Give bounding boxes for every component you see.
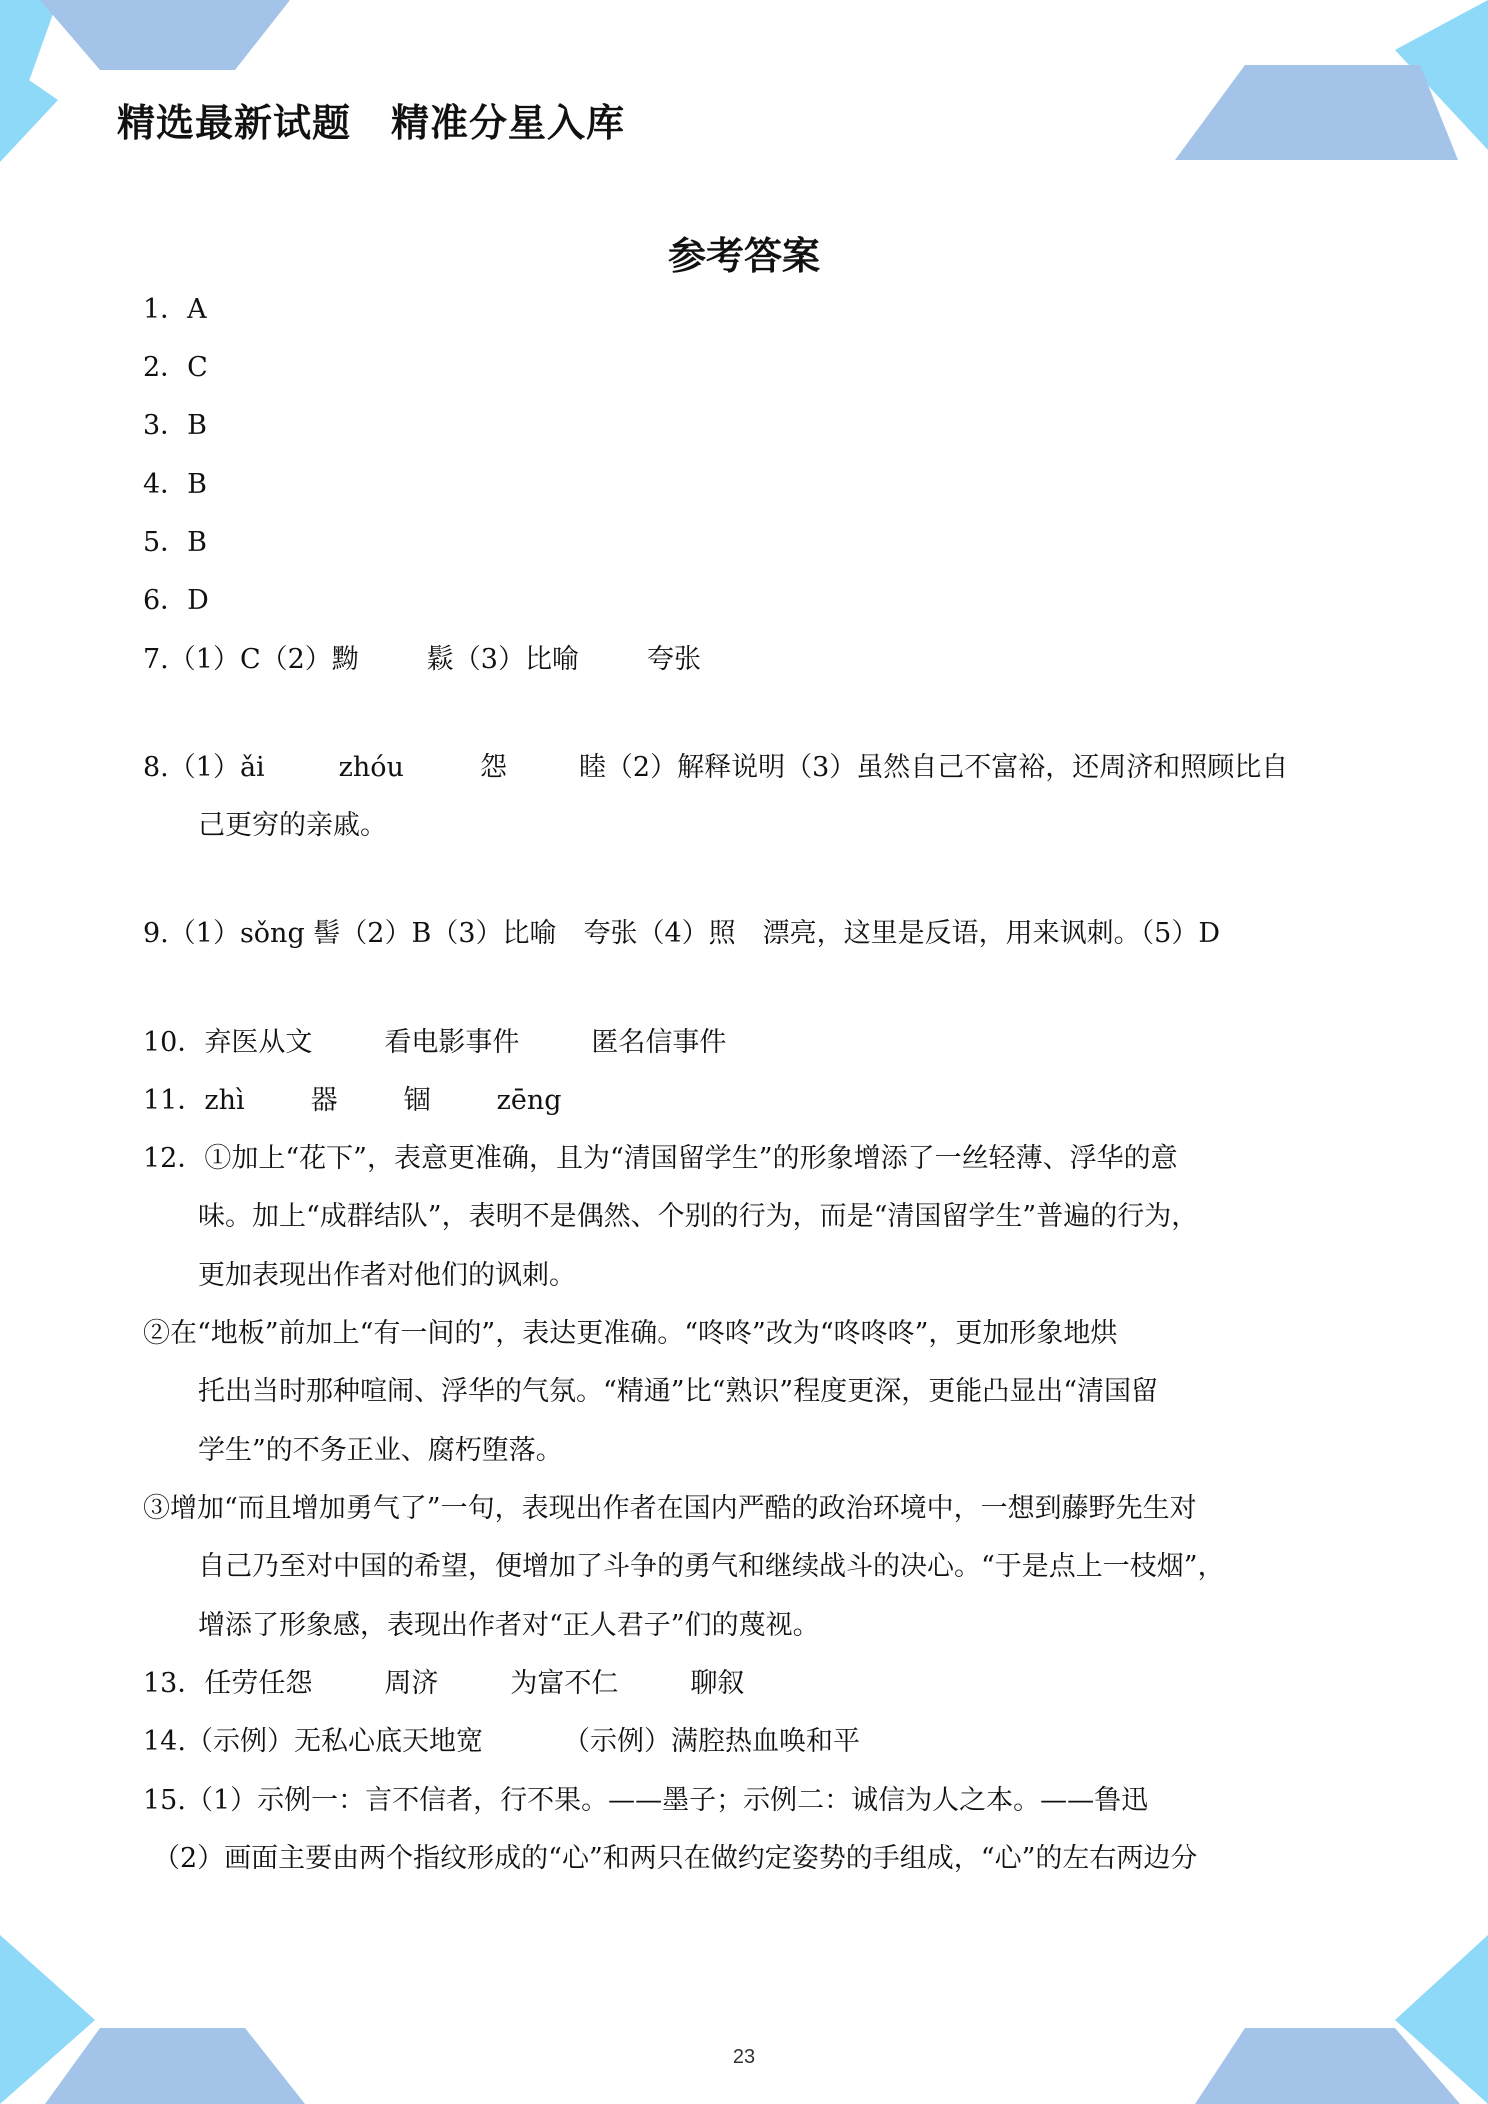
answer-8-part: 睦（2）解释说明（3）虽然自己不富裕，还周济和照顾比自: [578, 752, 1289, 783]
answer-11-part: 锢: [403, 1085, 431, 1116]
answer-4: 4．B: [143, 469, 208, 500]
answer-13-part: 13．任劳任怨: [143, 1668, 313, 1699]
answer-10-part: 10．弃医从文: [143, 1027, 313, 1058]
answer-12-line: 更加表现出作者对他们的讽刺。: [198, 1260, 576, 1291]
answer-13-part: 聊叙: [690, 1668, 745, 1699]
answer-11-part: 11．zhì: [143, 1085, 245, 1116]
answer-13-part: 为富不仁: [510, 1668, 619, 1699]
answer-12-line: 增添了形象感，表现出作者对“正人君子”们的蔑视。: [198, 1610, 820, 1641]
trapezoid-top-right: [1175, 65, 1458, 160]
answer-12-line: 自己乃至对中国的希望，便增加了斗争的勇气和继续战斗的决心。“于是点上一枝烟”，: [198, 1551, 1225, 1582]
answer-5: 5．B: [143, 527, 208, 558]
answer-8-part: 怨: [479, 752, 507, 783]
answer-12-line: 托出当时那种喧闹、浮华的气氛。“精通”比“熟识”程度更深，更能凸显出“清国留: [198, 1376, 1159, 1407]
answer-6: 6．D: [143, 585, 209, 616]
answer-14: [143, 1724, 860, 1760]
answer-8-part: zhóu: [338, 752, 404, 783]
answer-14-part: （示例）满腔热血唤和平: [562, 1726, 860, 1757]
header-banner: [117, 92, 625, 147]
answer-10: [143, 1025, 726, 1061]
trapezoid-top-left: [40, 0, 290, 70]
answer-8: [143, 750, 1288, 786]
answer-11-part: 器: [310, 1085, 338, 1116]
answer-12-line: 味。加上“成群结队”，表明不是偶然、个别的行为，而是“清国留学生”普遍的行为，: [198, 1201, 1199, 1232]
answer-9: 9.（1）sǒng 髻（2）B（3）比喻 夸张（4）照 漂亮，这里是反语，用来讽刺。（5）D: [143, 918, 1221, 949]
answer-7-part: 7.（1）C（2）黝: [143, 644, 359, 675]
header-right-text: 精准分星入库: [391, 101, 626, 145]
answer-3: 3．B: [143, 410, 208, 441]
answer-7: [143, 642, 701, 678]
answer-8-part: 8.（1）ǎi: [143, 752, 265, 783]
answer-10-part: 匿名信事件: [591, 1027, 727, 1058]
answer-13: [143, 1666, 744, 1702]
answer-1: 1．A: [143, 294, 207, 325]
answer-15-line: （2）画面主要由两个指纹形成的“心”和两只在做约定姿势的手组成，“心”的左右两边分: [153, 1843, 1198, 1874]
answer-12-line: 12．①加上“花下”，表意更准确，且为“清国留学生”的形象增添了一丝轻薄、浮华的意: [143, 1143, 1178, 1174]
answer-10-part: 看电影事件: [384, 1027, 520, 1058]
page-title: 参考答案: [667, 234, 820, 278]
answer-8-continued: 己更穷的亲戚。: [198, 810, 387, 841]
answer-14-part: 14.（示例）无私心底天地宽: [143, 1726, 483, 1757]
header-left-text: 精选最新试题: [117, 101, 352, 145]
answer-12-line: ②在“地板”前加上“有一间的”，表达更准确。“咚咚”改为“咚咚咚”，更加形象地烘: [143, 1318, 1118, 1349]
answer-12-line: ③增加“而且增加勇气了”一句，表现出作者在国内严酷的政治环境中，一想到藤野先生对: [143, 1493, 1197, 1524]
answer-12-line: 学生”的不务正业、腐朽堕落。: [198, 1435, 563, 1466]
answer-2: 2．C: [143, 352, 208, 383]
answer-7-part: 鬏（3）比喻: [426, 644, 579, 675]
answer-11-part: zēng: [496, 1085, 562, 1116]
answer-11: [143, 1083, 562, 1119]
answer-13-part: 周济: [384, 1668, 439, 1699]
answer-15-line: 15.（1）示例一：言不信者，行不果。——墨子；示例二：诚信为人之本。——鲁迅: [143, 1785, 1149, 1816]
answer-7-part: 夸张: [646, 644, 701, 675]
page-number: 23: [732, 2046, 756, 2068]
